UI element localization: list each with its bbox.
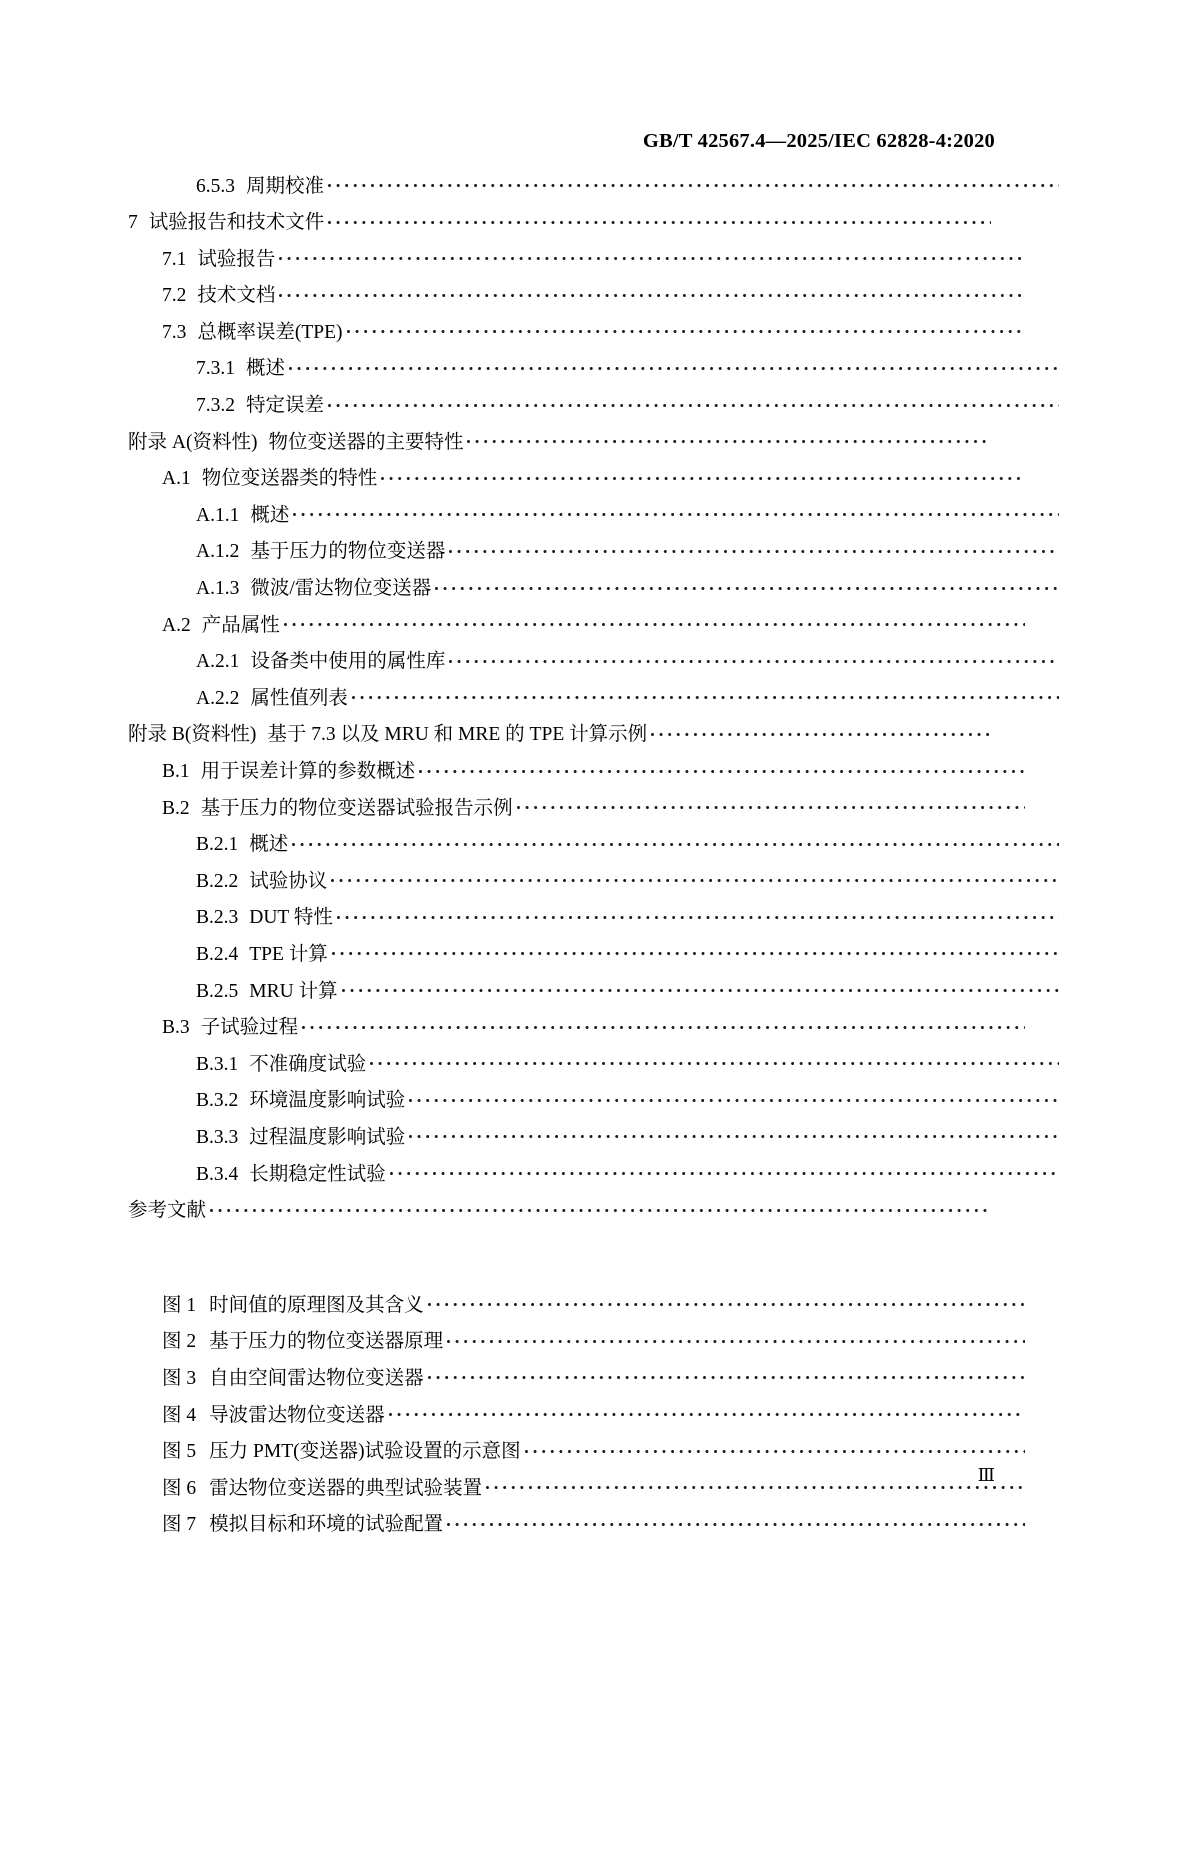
toc-entry-title: 概述	[250, 504, 290, 526]
page-number: Ⅲ	[977, 1465, 995, 1485]
toc-entry-number: 图 7	[162, 1514, 197, 1536]
toc-entry-number: 7.1	[162, 248, 187, 270]
toc-entry-title: 试验报告	[197, 248, 276, 270]
toc-entry-number: A.1.3	[196, 578, 240, 600]
toc-entry-number: A.1.1	[196, 504, 240, 526]
toc-entry-number: B.3.2	[196, 1090, 239, 1112]
toc-entry-number: 7.3	[162, 321, 187, 343]
toc-entry-number: B.2.3	[196, 907, 239, 929]
toc-entry-number: B.2.5	[196, 980, 239, 1002]
toc-entry-title: 雷达物位变送器的典型试验装置	[209, 1477, 483, 1499]
toc-entry-number: 7	[128, 212, 138, 234]
table-of-contents	[128, 172, 995, 1547]
toc-entry-number: A.2.2	[196, 687, 240, 709]
document-header-standard-code: GB/T 42567.4—2025/IEC 62828-4:2020	[642, 130, 995, 152]
toc-entry-title: 物位变送器类的特性	[201, 468, 378, 490]
toc-entry-number: 7.3.2	[196, 395, 235, 417]
figure-list	[128, 1291, 995, 1547]
toc-entry-title: MRU 计算	[249, 980, 338, 1002]
toc-entry-number: B.3	[162, 1017, 190, 1039]
toc-entry-page-number	[128, 172, 1191, 1857]
toc-entry-number: 图 3	[162, 1367, 197, 1389]
toc-entry-number: 附录 A(资料性)	[128, 431, 258, 453]
toc-entry-number: B.1	[162, 761, 190, 782]
toc-entry-title: 试验报告和技术文件	[148, 212, 325, 234]
toc-entry-number: 图 2	[162, 1331, 197, 1353]
toc-entry-number: B.3.4	[196, 1163, 239, 1185]
toc-entry-title: 长期稳定性试验	[249, 1163, 386, 1185]
toc-entry-title: 试验协议	[249, 870, 328, 892]
toc-entry-title: 物位变送器的主要特性	[268, 431, 464, 453]
toc-entry-title: 周期校准	[246, 175, 325, 197]
toc-entry-number: 7.2	[162, 285, 187, 307]
toc-entry-number: B.2	[162, 797, 190, 819]
toc-entry-title: 概述	[249, 834, 289, 856]
toc-entry-title: 环境温度影响试验	[249, 1090, 406, 1112]
toc-entry-title: 子试验过程	[200, 1017, 299, 1039]
toc-entry-title: 不准确度试验	[249, 1053, 367, 1075]
toc-entry-title: 属性值列表	[250, 687, 348, 709]
toc-entry-number: 图 6	[162, 1477, 197, 1499]
toc-entry-number: B.3.1	[196, 1053, 239, 1075]
toc-entry-title: 基于 7.3 以及 MRU 和 MRE 的 TPE 计算示例	[267, 724, 648, 746]
toc-entry-title: 设备类中使用的属性库	[250, 651, 446, 673]
toc-entry-title: 参考文献	[128, 1200, 207, 1222]
toc-entry-number: A.1.2	[196, 541, 240, 563]
toc-entry-title: 总概率误差(TPE)	[197, 321, 343, 343]
toc-entry-title: 基于压力的物位变送器原理	[209, 1331, 444, 1353]
toc-entry-title: TPE 计算	[249, 943, 328, 965]
toc-entry-number: B.3.3	[196, 1126, 239, 1148]
toc-entry-number: 7.3.1	[196, 358, 235, 380]
toc-entry-number: A.2	[162, 614, 191, 636]
toc-entry-number: 图 5	[162, 1441, 197, 1463]
toc-entry-title: 过程温度影响试验	[249, 1126, 406, 1148]
toc-entry-title: 时间值的原理图及其含义	[209, 1294, 424, 1316]
toc-entry-number: A.2.1	[196, 651, 240, 673]
toc-entry-title: 概述	[246, 358, 286, 380]
figure-list-entry[interactable]	[128, 1511, 1029, 1548]
toc-entry-number: A.1	[162, 468, 191, 490]
toc-entry-title: 自由空间雷达物位变送器	[209, 1367, 424, 1389]
toc-entry-title: 基于压力的物位变送器	[250, 541, 446, 563]
toc-entry-title: 微波/雷达物位变送器	[250, 578, 432, 600]
toc-entry-title: DUT 特性	[249, 907, 333, 929]
toc-entry-title: 导波雷达物位变送器	[209, 1404, 385, 1426]
toc-entry-number: 附录 B(资料性)	[128, 724, 257, 746]
toc-entry-number: B.2.4	[196, 943, 239, 965]
toc-entry-number: 图 1	[162, 1294, 197, 1316]
toc-entry-title: 压力 PMT(变送器)试验设置的示意图	[209, 1441, 521, 1463]
toc-entry-title: 模拟目标和环境的试验配置	[209, 1514, 444, 1536]
toc-entry-number: B.2.1	[196, 834, 239, 856]
toc-entry-number: 6.5.3	[196, 175, 235, 197]
toc-entry-title: 产品属性	[201, 614, 280, 636]
toc-entry-title: 基于压力的物位变送器试验报告示例	[200, 797, 513, 819]
toc-entry-title: 特定误差	[246, 395, 325, 417]
toc-entry-number: 图 4	[162, 1404, 197, 1426]
toc-entry-title: 用于误差计算的参数概述	[200, 761, 416, 782]
toc-entry-number: B.2.2	[196, 870, 239, 892]
toc-entry-title: 技术文档	[197, 285, 276, 307]
